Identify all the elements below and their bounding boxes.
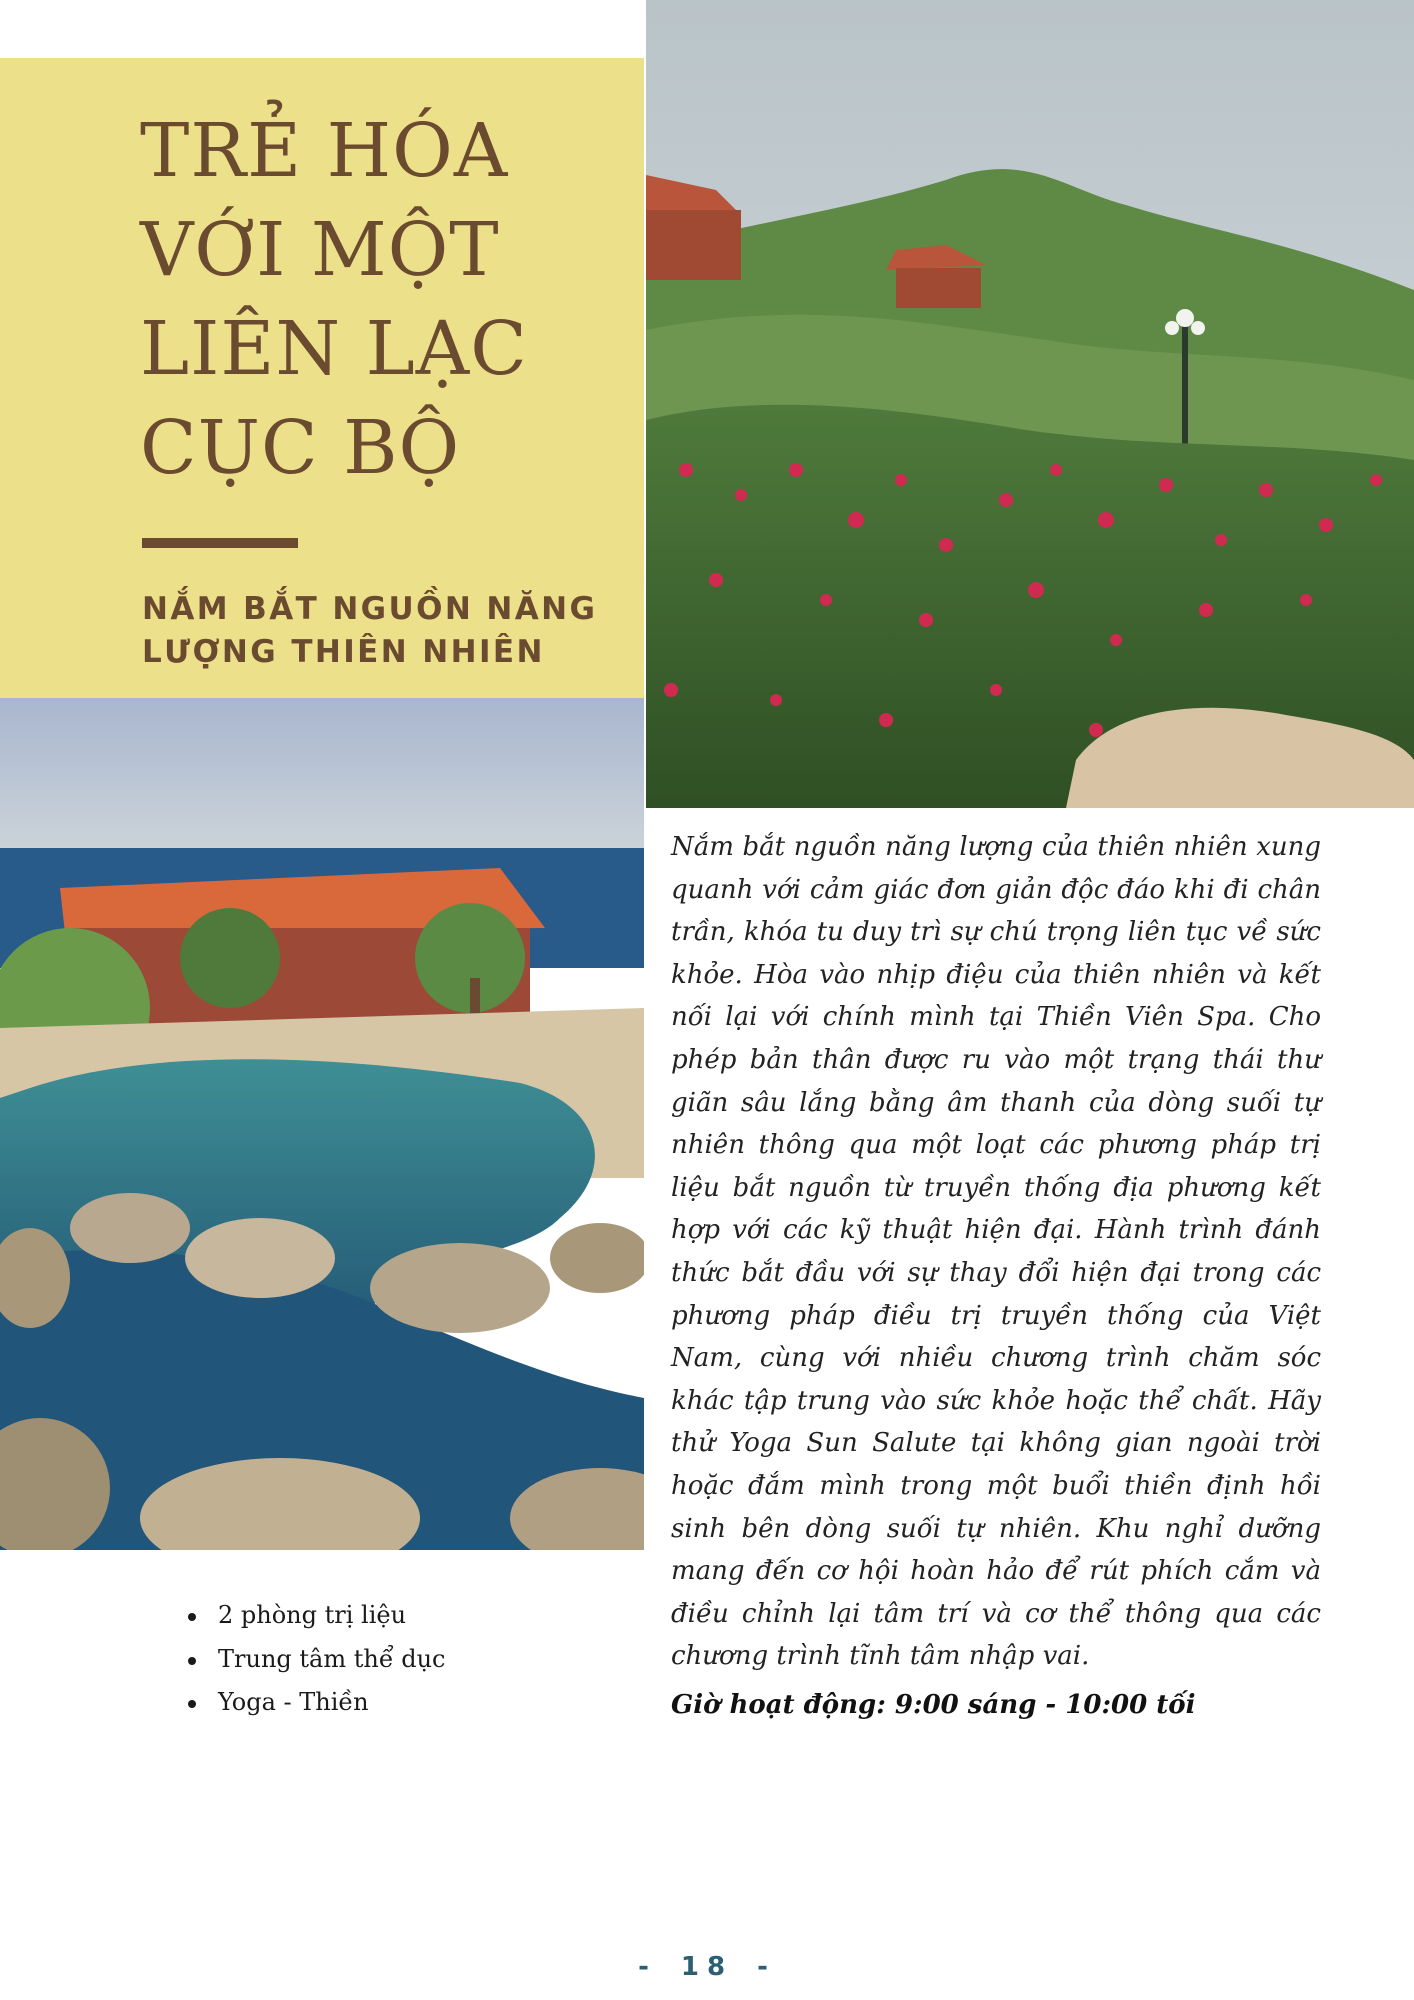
title-line: CỤC BỘ — [140, 405, 461, 491]
pool-photo — [0, 698, 644, 1550]
feature-list — [188, 1594, 445, 1725]
page-subtitle — [142, 588, 622, 674]
list-item: Yoga - Thiền — [188, 1681, 445, 1725]
title-line: TRẺ HÓA — [140, 108, 509, 194]
page-number-value: 18 — [680, 1952, 734, 1982]
page-number — [0, 1952, 1414, 1982]
opening-hours: Giờ hoạt động: 9:00 sáng - 10:00 tối — [671, 1690, 1196, 1720]
page-title — [140, 102, 620, 498]
title-line: VỚI MỘT — [140, 207, 500, 293]
spa-description: Nắm bắt nguồn năng lượng của thiên nhiên xung quanh với cảm giác đơn giản độc đáo khi đi chân trần, khóa tu duy trì sự chú trọng liên tục về sức khỏe. Hòa vào nhịp điệu của thiên nhiên và kết nối lại với chính mình tại Thiền Viên Spa. Cho phép bản thân được ru vào một trạng thái thư giãn sâu lắng bằng âm thanh của dòng suối tự nhiên thông qua một loạt các phương pháp trị liệu bắt nguồn từ truyền thống địa phương kết hợp với các kỹ thuật hiện đại. Hành trình đánh thức bắt đầu với sự thay đổi hiện đại trong các phương pháp điều trị truyền thống của Việt Nam, cùng với nhiều chương trình chăm sóc khác tập trung vào sức khỏe hoặc thể chất. Hãy thử Yoga Sun Salute tại không gian ngoài trời hoặc đắm mình trong một buổi thiền định hồi sinh bên dòng suối tự nhiên. Khu nghỉ dưỡng mang đến cơ hội hoàn hảo để rút phích cắm và điều chỉnh lại tâm trí và cơ thể thông qua các chương trình tĩnh tâm nhập vai. — [671, 832, 1321, 1672]
title-line: LIÊN LẠC — [140, 306, 528, 392]
page-number-dash: - — [638, 1952, 657, 1982]
list-item: Trung tâm thể dục — [188, 1638, 445, 1682]
page-number-dash: - — [757, 1952, 776, 1982]
rose-garden-photo — [646, 0, 1414, 808]
subtitle-line: NẮM BẮT NGUỒN NĂNG — [142, 591, 598, 627]
subtitle-line: LƯỢNG THIÊN NHIÊN — [142, 634, 545, 670]
list-item: 2 phòng trị liệu — [188, 1594, 445, 1638]
title-divider — [142, 538, 298, 548]
